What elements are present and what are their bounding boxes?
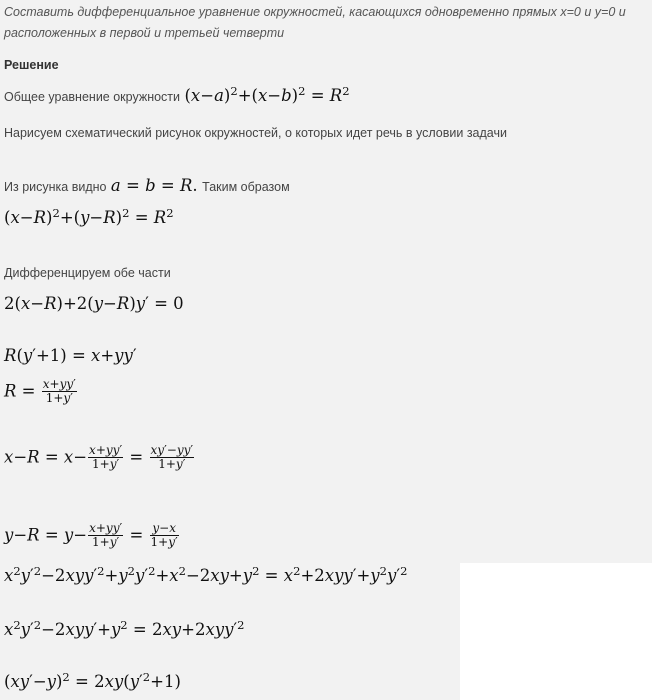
r-fraction: $\frac{x+yy'}{1+y'}$ — [42, 377, 76, 405]
r-expression-formula: R = $\frac{x+yy'}{1+y'}$ — [4, 377, 76, 405]
r-factored-formula: R(y′+1) = x+yy′ — [4, 346, 137, 365]
x-minus-r-fraction-2: $\frac{xy'-yy'}{1+y'}$ — [150, 443, 194, 471]
y-minus-r-formula: y−R = y− $\frac{x+yy'}{1+y'}$ = $\frac{y-x}{1+y'}$ — [4, 521, 178, 549]
y-minus-r-fraction-2: $\frac{y-x}{1+y'}$ — [150, 521, 178, 549]
simplified-equation-formula: $x^2y'^2-2xyy'+y^2 = 2xy+2xyy'^2$ — [4, 618, 245, 639]
from-figure-label: Из рисунка видно — [4, 180, 107, 194]
general-equation-row — [4, 86, 350, 106]
problem-statement-line-2: расположенных в первой и третьей четверти — [4, 26, 285, 40]
derivative-equation-formula: 2(x−R)+2(y−R)y′ = 0 — [4, 294, 184, 313]
x-minus-r-formula: x−R = x− $\frac{x+yy'}{1+y'}$ = $\frac{xy'-yy'}{1+y'}$ — [4, 443, 194, 471]
general-equation-formula: $(x-a)^2+(x-b)^2 = R^2$ — [184, 84, 350, 105]
x-minus-r-fraction-1: $\frac{x+yy'}{1+y'}$ — [89, 443, 123, 471]
final-equation-formula: $(xy'-y)^2 = 2xy(y'^2+1)$ — [4, 670, 181, 691]
differentiate-label: Дифференцируем обе части — [4, 266, 171, 280]
solution-heading: Решение — [4, 58, 59, 72]
general-equation-label: Общее уравнение окружности — [4, 90, 181, 104]
circle-equation-formula: $(x-R)^2+(y-R)^2 = R^2$ — [4, 206, 174, 227]
thus-label: Таким образом — [202, 180, 290, 194]
problem-statement-line-1: Составить дифференциальное уравнение окружностей, касающихся одновременно прямых x=0 и y=0 и — [4, 5, 626, 19]
y-minus-r-fraction-1: $\frac{x+yy'}{1+y'}$ — [89, 521, 123, 549]
sketch-description: Нарисуем схематический рисунок окружностей, о которых идет речь в условии задачи — [4, 126, 507, 140]
a-equals-b-equals-r-formula: a = b = R. — [110, 176, 198, 195]
from-figure-row — [4, 176, 290, 196]
expanded-equation-formula: $x^2y'^2-2xyy'^2+y^2y'^2+x^2-2xy+y^2 = x^2+2xyy'+y^2y'^2$ — [4, 564, 408, 585]
